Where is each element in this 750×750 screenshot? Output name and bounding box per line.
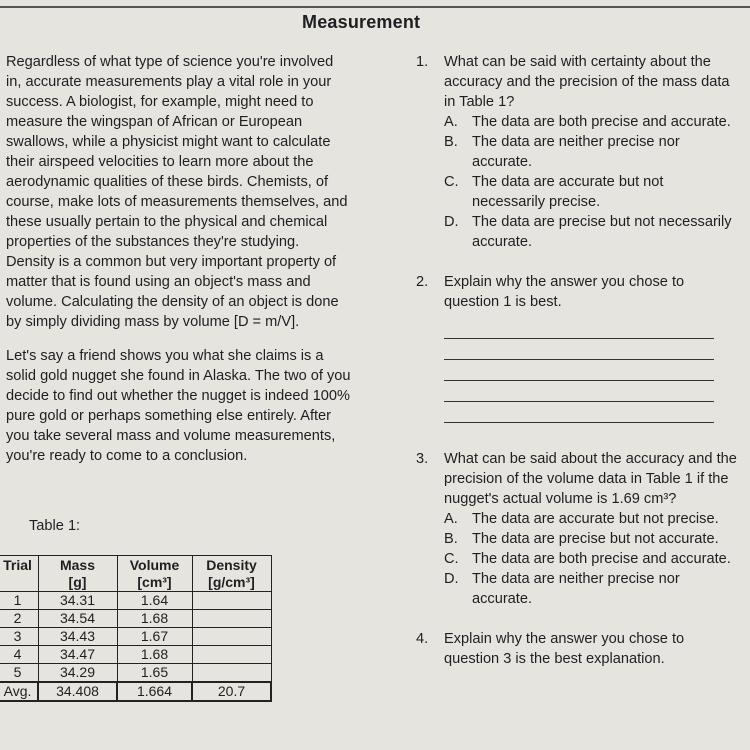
question-3 bbox=[414, 449, 739, 609]
column-header-trial bbox=[0, 556, 38, 592]
answer-line[interactable] bbox=[444, 360, 714, 381]
cell-volume: 1.68 bbox=[117, 646, 192, 664]
table-row bbox=[0, 664, 271, 683]
option-text: The data are neither precise nor accurate. bbox=[472, 571, 680, 607]
passage-paragraph: Let's say a friend shows you what she claims is a solid gold nugget she found in Alaska. The two of you decide to find out whether the nugget is indeed 100% pure gold or perhaps something else entirely. After you take several mass and volume measurements, you're ready to come to a conclusion. bbox=[6, 348, 351, 464]
question-number: 1. bbox=[416, 54, 429, 70]
column-header-mass bbox=[38, 556, 117, 592]
cell-trial: 2 bbox=[0, 610, 38, 628]
cell-mass: 34.29 bbox=[38, 664, 117, 683]
option-letter: D. bbox=[444, 571, 459, 587]
cell-volume: 1.664 bbox=[117, 682, 192, 701]
cell-trial: 1 bbox=[0, 592, 38, 610]
cell-mass: 34.408 bbox=[38, 682, 117, 701]
column-header-density bbox=[192, 556, 271, 592]
answer-option-d[interactable] bbox=[444, 212, 739, 252]
answer-option-a[interactable] bbox=[444, 509, 739, 529]
cell-density bbox=[192, 628, 271, 646]
option-text: The data are both precise and accurate. bbox=[472, 551, 731, 567]
passage bbox=[6, 52, 351, 466]
passage-paragraph: Regardless of what type of science you're involved in, accurate measurements play a vital role in your success. A biologist, for example, might need to measure the wingspan of African or European swallows, while a physicist might want to calculate their airspeed velocities to learn more about the aerodynamic qualities of these birds. Chemists, of course, make lots of measurements themselves, and these usually pertain to the physical and chemical properties of the substances they're studying. Density is a common but very important property of matter that is found using an object's mass and volume. Calculating the density of an object is done by simply dividing mass by volume [D = m/V]. bbox=[6, 54, 348, 330]
cell-trial: 4 bbox=[0, 646, 38, 664]
option-text: The data are neither precise nor accurate. bbox=[472, 134, 680, 170]
cell-mass: 34.47 bbox=[38, 646, 117, 664]
answer-option-c[interactable] bbox=[444, 549, 739, 569]
question-number: 2. bbox=[416, 274, 429, 290]
answer-line[interactable] bbox=[444, 318, 714, 339]
cell-trial: 5 bbox=[0, 664, 38, 683]
table-header-row bbox=[0, 556, 271, 592]
answer-options bbox=[444, 509, 739, 609]
table-row bbox=[0, 610, 271, 628]
cell-density bbox=[192, 610, 271, 628]
cell-mass: 34.31 bbox=[38, 592, 117, 610]
question-4 bbox=[414, 629, 739, 669]
answer-option-b[interactable] bbox=[444, 132, 739, 172]
header-unit: [g] bbox=[68, 574, 87, 590]
cell-density bbox=[192, 664, 271, 683]
data-table bbox=[0, 555, 272, 702]
option-text: The data are precise but not accurate. bbox=[472, 531, 719, 547]
option-text: The data are accurate but not necessarily precise. bbox=[472, 174, 664, 210]
option-text: The data are precise but not necessarily accurate. bbox=[472, 214, 732, 250]
header-rule bbox=[0, 6, 750, 8]
header-name: Density bbox=[206, 557, 257, 573]
question-1 bbox=[414, 52, 739, 252]
question-number: 4. bbox=[416, 631, 429, 647]
answer-option-b[interactable] bbox=[444, 529, 739, 549]
header-name: Volume bbox=[129, 557, 180, 573]
column-header-volume bbox=[117, 556, 192, 592]
table-caption: Table 1: bbox=[29, 518, 81, 534]
cell-mass: 34.54 bbox=[38, 610, 117, 628]
answer-line[interactable] bbox=[444, 381, 714, 402]
option-letter: D. bbox=[444, 214, 459, 230]
answer-line[interactable] bbox=[444, 402, 714, 423]
cell-volume: 1.65 bbox=[117, 664, 192, 683]
header-name: Mass bbox=[59, 557, 96, 573]
table-row bbox=[0, 628, 271, 646]
option-text: The data are both precise and accurate. bbox=[472, 114, 731, 130]
table-row bbox=[0, 592, 271, 610]
answer-option-c[interactable] bbox=[444, 172, 739, 212]
answer-options bbox=[444, 112, 739, 252]
option-letter: C. bbox=[444, 174, 459, 190]
cell-trial: 3 bbox=[0, 628, 38, 646]
header-unit: [cm³] bbox=[137, 574, 172, 590]
questions bbox=[414, 52, 739, 669]
answer-lines[interactable] bbox=[444, 318, 739, 423]
cell-trial: Avg. bbox=[0, 682, 38, 701]
option-letter: C. bbox=[444, 551, 459, 567]
page-title: Measurement bbox=[302, 12, 421, 32]
table-row bbox=[0, 646, 271, 664]
question-text: Explain why the answer you chose to question 1 is best. bbox=[444, 274, 685, 310]
answer-option-a[interactable] bbox=[444, 112, 739, 132]
cell-volume: 1.64 bbox=[117, 592, 192, 610]
option-letter: A. bbox=[444, 114, 458, 130]
cell-density bbox=[192, 592, 271, 610]
option-text: The data are accurate but not precise. bbox=[472, 511, 719, 527]
cell-density: 20.7 bbox=[192, 682, 271, 701]
answer-line[interactable] bbox=[444, 339, 714, 360]
option-letter: B. bbox=[444, 134, 458, 150]
cell-density bbox=[192, 646, 271, 664]
cell-volume: 1.67 bbox=[117, 628, 192, 646]
answer-option-d[interactable] bbox=[444, 569, 739, 609]
question-2 bbox=[414, 272, 739, 423]
header-name: Trial bbox=[3, 557, 32, 573]
question-text: What can be said with certainty about the accuracy and the precision of the mass data in Table 1? bbox=[444, 54, 730, 110]
table-row-average bbox=[0, 682, 271, 701]
question-text: What can be said about the accuracy and the precision of the volume data in Table 1 if the nugget's actual volume is 1.69 cm³? bbox=[444, 451, 737, 507]
question-text: Explain why the answer you chose to question 3 is the best explanation. bbox=[444, 631, 685, 667]
cell-volume: 1.68 bbox=[117, 610, 192, 628]
header-unit: [g/cm³] bbox=[208, 574, 255, 590]
cell-mass: 34.43 bbox=[38, 628, 117, 646]
question-number: 3. bbox=[416, 451, 429, 467]
option-letter: B. bbox=[444, 531, 458, 547]
option-letter: A. bbox=[444, 511, 458, 527]
